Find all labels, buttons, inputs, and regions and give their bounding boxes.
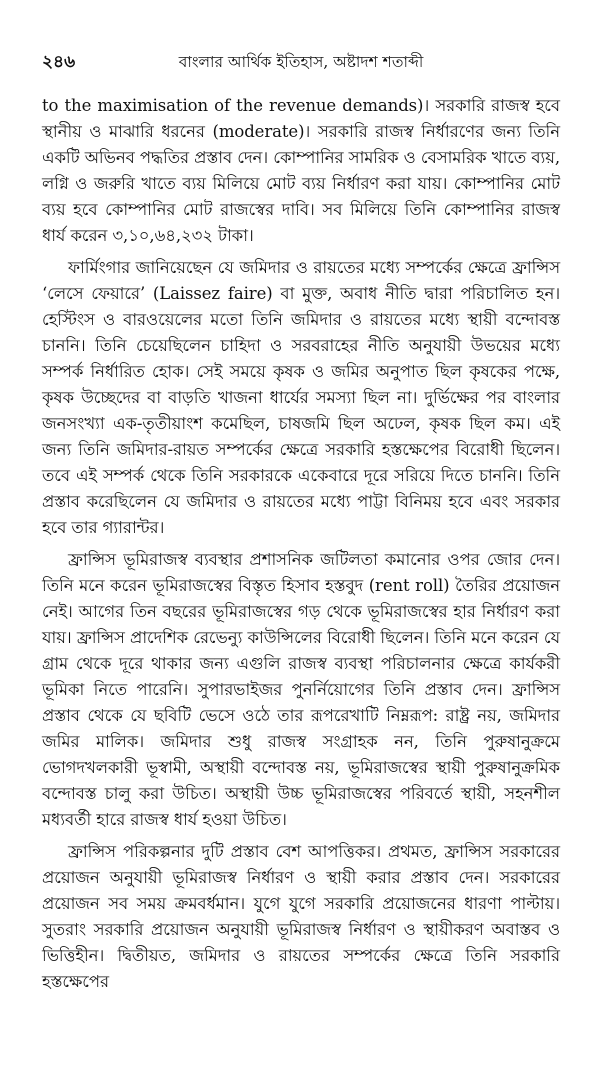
paragraph-2: ফার্মিংগার জানিয়েছেন যে জমিদার ও রায়তের মধ্যে সম্পর্কের ক্ষেত্রে ফ্রান্সিস ‘লেসে ফেয়ারে’ (Laissez faire) বা মুক্ত, অবাধ নীতি দ্বারা পরিচালিত হন। হেস্টিংস ও বারওয়েলের মতো তিনি জমিদার ও রায়তের মধ্যে স্থায়ী বন্দোবস্ত চাননি। তিনি চেয়েছিলেন চাহিদা ও সরবরাহের নীতি অনুযায়ী উভয়ের মধ্যে সম্পর্ক নির্ধারিত হোক। সেই সময়ে কৃষক ও জমির অনুপাত ছিল কৃষকের পক্ষে, কৃষক উচ্ছেদের বা বাড়তি খাজনা ধার্যের সমস্যা ছিল না। দুর্ভিক্ষের পর বাংলার জনসংখ্যা এক-তৃতীয়াংশ কমেছিল, চাষজমি ছিল অঢেল, কৃষক ছিল কম। এই জন্য তিনি জমিদার-রায়ত সম্পর্কের ক্ষেত্রে সরকারি হস্তক্ষেপের বিরোধী ছিলেন। তবে এই সম্পর্ক থেকে তিনি সরকারকে একেবারে দূরে সরিয়ে দিতে চাননি। তিনি প্রস্তাব করেছিলেন যে জমিদার ও রায়তের মধ্যে পাট্টা বিনিময় হবে এবং সরকার হবে তার গ্যারান্টর। bbox=[42, 258, 560, 537]
paragraph-4: ফ্রান্সিস পরিকল্পনার দুটি প্রস্তাব বেশ আপত্তিকর। প্রথমত, ফ্রান্সিস সরকারের প্রয়োজন অনুযায়ী ভূমিরাজস্ব নির্ধারণ ও স্থায়ী করার প্রস্তাব দেন। সরকারের প্রয়োজন সব সময় ক্রমবর্ধমান। যুগে যুগে সরকারি প্রয়োজনের ধারণা পাল্টায়। সুতরাং সরকারি প্রয়োজন অনুযায়ী ভূমিরাজস্ব নির্ধারণ ও স্থায়ীকরণ অবাস্তব ও ভিত্তিহীন। দ্বিতীয়ত, জমিদার ও রায়তের সম্পর্কের ক্ষেত্রে তিনি সরকারি হস্তক্ষেপের bbox=[42, 842, 560, 991]
paragraph-3: ফ্রান্সিস ভূমিরাজস্ব ব্যবস্থার প্রশাসনিক জটিলতা কমানোর ওপর জোর দেন। তিনি মনে করেন ভূমিরাজস্বের বিস্তৃত হিসাব হস্তবুদ (rent roll) তৈরির প্রয়োজন নেই। আগের তিন বছরের ভূমিরাজস্বের গড় থেকে ভূমিরাজস্বের হার নির্ধারণ করা যায়। ফ্রান্সিস প্রাদেশিক রেভেন্যু কাউন্সিলের বিরোধী ছিলেন। তিনি মনে করেন যে গ্রাম থেকে দূরে থাকার জন্য এগুলি রাজস্ব ব্যবস্থা পরিচালনার ক্ষেত্রে কার্যকরী ভূমিকা নিতে পারেনি। সুপারভাইজর পুনর্নিয়োগের তিনি প্রস্তাব দেন। ফ্রান্সিস প্রস্তাব থেকে যে ছবিটি ভেসে ওঠে তার রূপরেখাটি নিম্নরূপ: রাষ্ট্র নয়, জমিদার জমির মালিক। জমিদার শুধু রাজস্ব সংগ্রাহক নন, তিনি পুরুষানুক্রমে ভোগদখলকারী ভূস্বামী, অস্থায়ী বন্দোবস্ত নয়, ভূমিরাজস্বের স্থায়ী পুরুষানুক্রমিক বন্দোবস্ত চালু করা উচিত। অস্থায়ী উচ্চ ভূমিরাজস্বের পরিবর্তে স্থায়ী, সহনশীল মধ্যবর্তী হারে রাজস্ব ধার্য হওয়া উচিত। bbox=[42, 550, 560, 829]
running-title: বাংলার আর্থিক ইতিহাস, অষ্টাদশ শতাব্দী bbox=[178, 53, 424, 71]
page-number: ২৪৬ bbox=[42, 52, 76, 72]
paragraph-1: to the maximisation of the revenue demands)। সরকারি রাজস্ব হবে স্থানীয় ও মাঝারি ধরনের (moderate)। সরকারি রাজস্ব নির্ধারণের জন্য তিনি একটি অভিনব পদ্ধতির প্রস্তাব দেন। কোম্পানির সামরিক ও বেসামরিক খাতে ব্যয়, লগ্নি ও জরুরি খাতে ব্যয় মিলিয়ে মোট ব্যয় নির্ধারণ করা যায়। কোম্পানির মোট ব্যয় হবে কোম্পানির মোট রাজস্বের দাবি। সব মিলিয়ে তিনি কোম্পানির রাজস্ব ধার্য করেন ৩,১০,৬৪,২৩২ টাকা। bbox=[42, 96, 560, 245]
running-head bbox=[42, 49, 560, 75]
body-text bbox=[42, 93, 560, 1001]
